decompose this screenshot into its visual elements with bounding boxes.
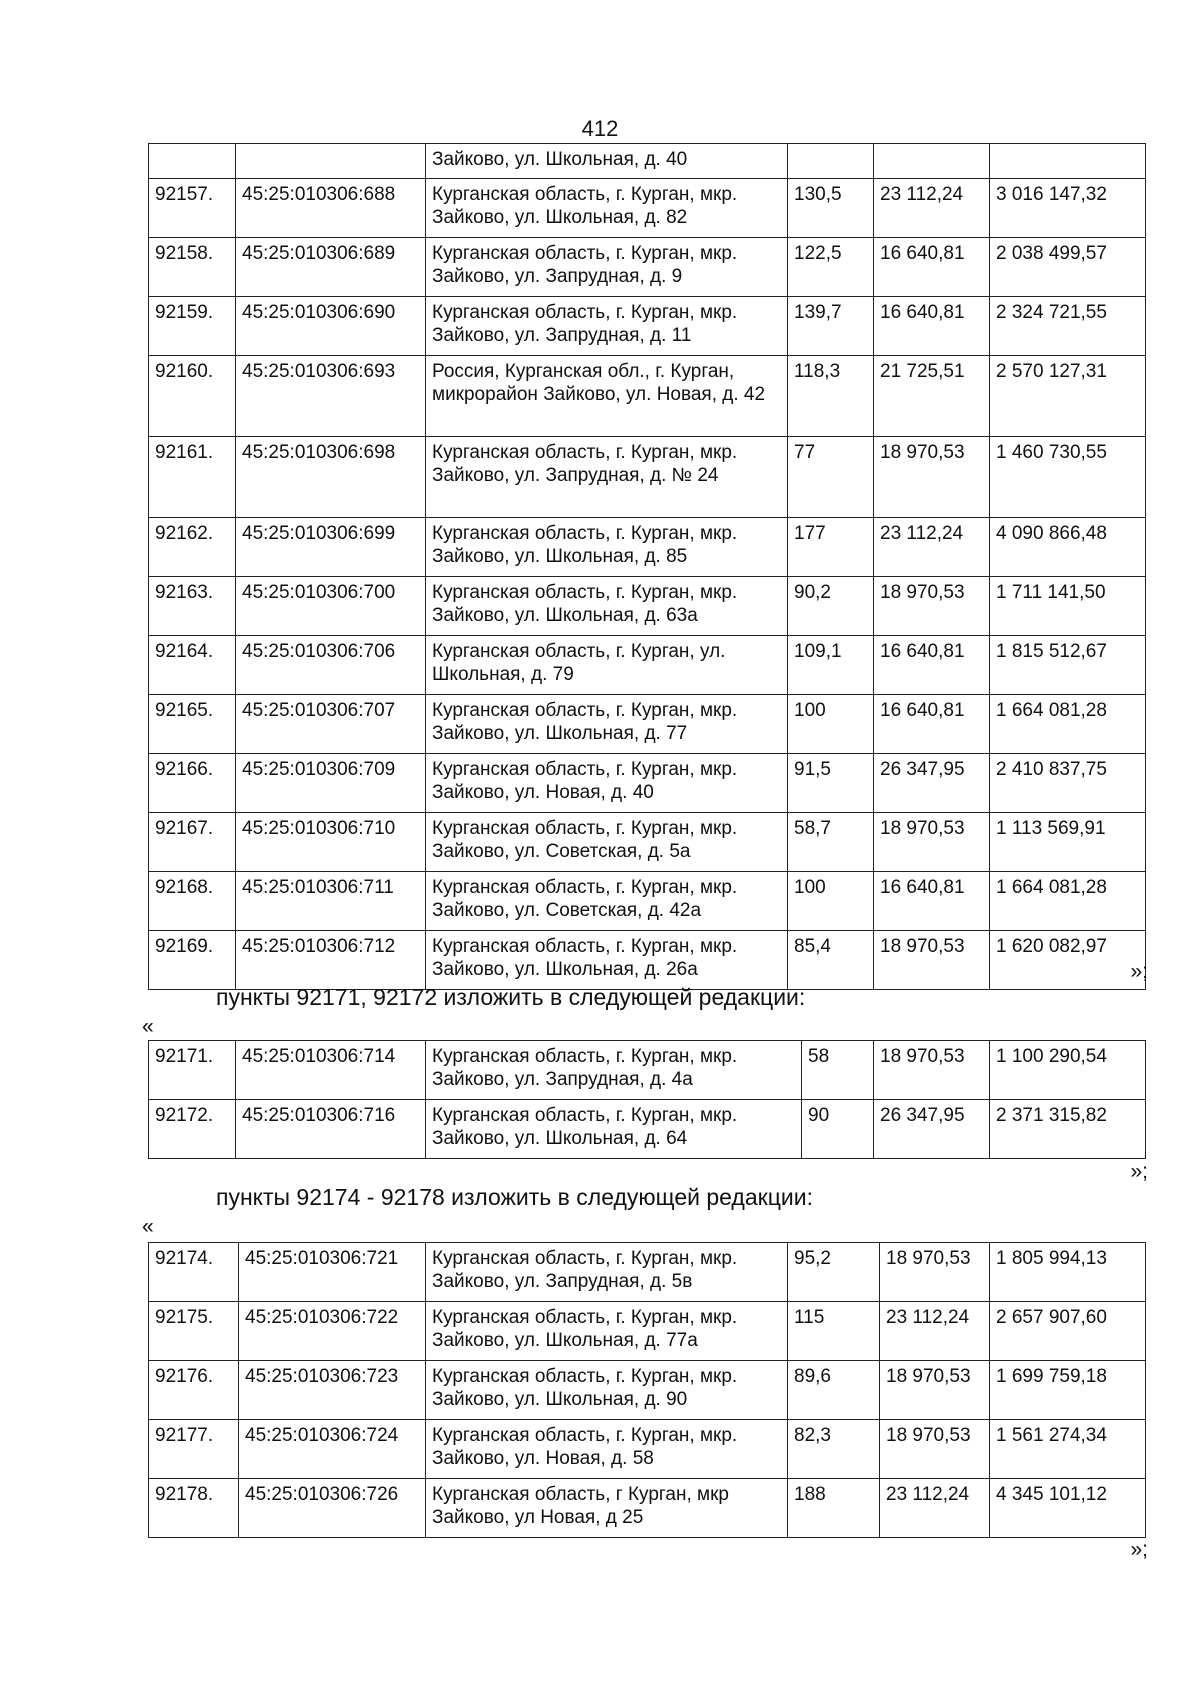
cadastral-cell: 45:25:010306:714: [236, 1041, 426, 1100]
cadastral-cell: 45:25:010306:693: [236, 356, 426, 437]
value-cell: 2 371 315,82: [990, 1100, 1146, 1159]
table-row: [149, 931, 1146, 990]
address-cell: Курганская область, г. Курган, мкр. Зайково, ул. Школьная, д. 64: [426, 1100, 802, 1159]
cadastral-cell: 45:25:010306:700: [236, 577, 426, 636]
table-row: [149, 636, 1146, 695]
rate-cell: 23 112,24: [880, 1479, 990, 1538]
cadastral-cell: 45:25:010306:712: [236, 931, 426, 990]
area-cell: 130,5: [788, 179, 874, 238]
area-cell: [788, 144, 874, 179]
area-cell: 90,2: [788, 577, 874, 636]
number-cell: 92159.: [149, 297, 236, 356]
rate-cell: 18 970,53: [874, 1041, 990, 1100]
page-number: 412: [581, 116, 619, 141]
value-cell: 1 460 730,55: [990, 437, 1146, 518]
closing-quote: »;: [1130, 960, 1148, 983]
cadastral-cell: [236, 144, 426, 179]
value-cell: 2 657 907,60: [990, 1302, 1146, 1361]
closing-quote: »;: [1130, 1538, 1148, 1561]
cadastral-cell: 45:25:010306:710: [236, 813, 426, 872]
value-cell: 1 100 290,54: [990, 1041, 1146, 1100]
table-row: [149, 1100, 1146, 1159]
cadastral-cell: 45:25:010306:709: [236, 754, 426, 813]
rate-cell: 16 640,81: [874, 297, 990, 356]
cadastral-cell: 45:25:010306:722: [239, 1302, 426, 1361]
rate-cell: 16 640,81: [874, 695, 990, 754]
address-cell: Курганская область, г. Курган, мкр. Зайково, ул. Советская, д. 5а: [426, 813, 788, 872]
address-cell: Курганская область, г. Курган, мкр. Зайково, ул. Запрудная, д. 4а: [426, 1041, 802, 1100]
table-row: [149, 179, 1146, 238]
rate-cell: 18 970,53: [880, 1420, 990, 1479]
table-row: [149, 1479, 1146, 1538]
cadastral-cell: 45:25:010306:707: [236, 695, 426, 754]
number-cell: 92168.: [149, 872, 236, 931]
table-row: [149, 437, 1146, 518]
opening-quote: «: [142, 1215, 154, 1238]
cadastral-cell: 45:25:010306:726: [239, 1479, 426, 1538]
value-cell: 1 805 994,13: [990, 1243, 1146, 1302]
value-cell: 4 345 101,12: [990, 1479, 1146, 1538]
area-cell: 77: [788, 437, 874, 518]
address-cell: Курганская область, г. Курган, мкр. Зайково, ул. Школьная, д. 82: [426, 179, 788, 238]
value-cell: 1 620 082,97: [990, 931, 1146, 990]
value-cell: 1 711 141,50: [990, 577, 1146, 636]
cadastral-cell: 45:25:010306:690: [236, 297, 426, 356]
cadastral-cell: 45:25:010306:721: [239, 1243, 426, 1302]
cadastral-cell: 45:25:010306:698: [236, 437, 426, 518]
value-cell: 1 664 081,28: [990, 695, 1146, 754]
area-cell: 85,4: [788, 931, 874, 990]
rate-cell: 18 970,53: [874, 437, 990, 518]
rate-cell: 23 112,24: [874, 518, 990, 577]
cadastral-cell: 45:25:010306:716: [236, 1100, 426, 1159]
table-row: [149, 754, 1146, 813]
area-cell: 91,5: [788, 754, 874, 813]
value-cell: 2 410 837,75: [990, 754, 1146, 813]
rate-cell: 23 112,24: [874, 179, 990, 238]
rate-cell: 16 640,81: [874, 636, 990, 695]
table-row: [149, 813, 1146, 872]
rate-cell: 18 970,53: [880, 1243, 990, 1302]
value-cell: 1 664 081,28: [990, 872, 1146, 931]
closing-quote: »;: [1130, 1160, 1148, 1183]
number-cell: 92163.: [149, 577, 236, 636]
number-cell: 92175.: [149, 1302, 239, 1361]
value-cell: 1 699 759,18: [990, 1361, 1146, 1420]
rate-cell: 18 970,53: [874, 813, 990, 872]
area-cell: 58: [802, 1041, 874, 1100]
number-cell: 92167.: [149, 813, 236, 872]
address-cell: Россия, Курганская обл., г. Курган, микрорайон Зайково, ул. Новая, д. 42: [426, 356, 788, 437]
value-cell: 2 570 127,31: [990, 356, 1146, 437]
table-row: [149, 1420, 1146, 1479]
table-row: [149, 238, 1146, 297]
area-cell: 188: [788, 1479, 880, 1538]
rate-cell: 16 640,81: [874, 872, 990, 931]
area-cell: 58,7: [788, 813, 874, 872]
value-cell: 2 324 721,55: [990, 297, 1146, 356]
number-cell: 92166.: [149, 754, 236, 813]
cadastral-table-3: [148, 1242, 1146, 1538]
table-row: [149, 518, 1146, 577]
cadastral-table-2: [148, 1040, 1146, 1159]
address-cell: Курганская область, г. Курган, мкр. Зайково, ул. Школьная, д. 85: [426, 518, 788, 577]
rate-cell: 18 970,53: [874, 931, 990, 990]
address-cell: Курганская область, г Курган, мкр Зайково, ул Новая, д 25: [426, 1479, 788, 1538]
cadastral-cell: 45:25:010306:724: [239, 1420, 426, 1479]
area-cell: 90: [802, 1100, 874, 1159]
number-cell: 92164.: [149, 636, 236, 695]
amendment-paragraph-1: пункты 92171, 92172 изложить в следующей редакции:: [216, 984, 806, 1010]
cadastral-cell: 45:25:010306:699: [236, 518, 426, 577]
address-cell: Курганская область, г. Курган, мкр. Зайково, ул. Запрудная, д. 9: [426, 238, 788, 297]
area-cell: 109,1: [788, 636, 874, 695]
address-cell: Курганская область, г. Курган, мкр. Зайково, ул. Школьная, д. 63а: [426, 577, 788, 636]
cadastral-table-1: [148, 143, 1146, 990]
number-cell: 92172.: [149, 1100, 236, 1159]
rate-cell: 23 112,24: [880, 1302, 990, 1361]
address-cell: Курганская область, г. Курган, мкр. Зайково, ул. Школьная, д. 77а: [426, 1302, 788, 1361]
address-cell: Курганская область, г. Курган, мкр. Зайково, ул. Школьная, д. 77: [426, 695, 788, 754]
area-cell: 118,3: [788, 356, 874, 437]
address-cell: Курганская область, г. Курган, мкр. Зайково, ул. Школьная, д. 26а: [426, 931, 788, 990]
value-cell: 2 038 499,57: [990, 238, 1146, 297]
cadastral-cell: 45:25:010306:711: [236, 872, 426, 931]
value-cell: 1 561 274,34: [990, 1420, 1146, 1479]
table-row: [149, 577, 1146, 636]
address-cell: Курганская область, г. Курган, мкр. Зайково, ул. Новая, д. 40: [426, 754, 788, 813]
number-cell: 92171.: [149, 1041, 236, 1100]
address-cell: Зайково, ул. Школьная, д. 40: [426, 144, 788, 179]
number-cell: 92162.: [149, 518, 236, 577]
rate-cell: 16 640,81: [874, 238, 990, 297]
value-cell: 1 815 512,67: [990, 636, 1146, 695]
table-row-continuation: [149, 144, 1146, 179]
rate-cell: 18 970,53: [874, 577, 990, 636]
table-row: [149, 356, 1146, 437]
cadastral-cell: 45:25:010306:689: [236, 238, 426, 297]
area-cell: 100: [788, 872, 874, 931]
number-cell: 92174.: [149, 1243, 239, 1302]
address-cell: Курганская область, г. Курган, мкр. Зайково, ул. Школьная, д. 90: [426, 1361, 788, 1420]
address-cell: Курганская область, г. Курган, мкр. Зайково, ул. Советская, д. 42а: [426, 872, 788, 931]
area-cell: 100: [788, 695, 874, 754]
number-cell: 92169.: [149, 931, 236, 990]
rate-cell: 21 725,51: [874, 356, 990, 437]
rate-cell: [874, 144, 990, 179]
number-cell: 92178.: [149, 1479, 239, 1538]
value-cell: 3 016 147,32: [990, 179, 1146, 238]
number-cell: 92157.: [149, 179, 236, 238]
table-row: [149, 1302, 1146, 1361]
number-cell: [149, 144, 236, 179]
number-cell: 92176.: [149, 1361, 239, 1420]
rate-cell: 18 970,53: [880, 1361, 990, 1420]
cadastral-cell: 45:25:010306:706: [236, 636, 426, 695]
address-cell: Курганская область, г. Курган, ул. Школьная, д. 79: [426, 636, 788, 695]
table-row: [149, 695, 1146, 754]
table-row: [149, 1041, 1146, 1100]
table-row: [149, 872, 1146, 931]
table-row: [149, 1243, 1146, 1302]
cadastral-cell: 45:25:010306:723: [239, 1361, 426, 1420]
opening-quote: «: [142, 1015, 154, 1038]
number-cell: 92161.: [149, 437, 236, 518]
area-cell: 82,3: [788, 1420, 880, 1479]
area-cell: 89,6: [788, 1361, 880, 1420]
amendment-paragraph-2: пункты 92174 - 92178 изложить в следующей редакции:: [216, 1184, 813, 1210]
address-cell: Курганская область, г. Курган, мкр. Зайково, ул. Запрудная, д. 11: [426, 297, 788, 356]
table-row: [149, 297, 1146, 356]
area-cell: 177: [788, 518, 874, 577]
value-cell: [990, 144, 1146, 179]
number-cell: 92158.: [149, 238, 236, 297]
area-cell: 115: [788, 1302, 880, 1361]
rate-cell: 26 347,95: [874, 1100, 990, 1159]
number-cell: 92165.: [149, 695, 236, 754]
value-cell: 4 090 866,48: [990, 518, 1146, 577]
table-row: [149, 1361, 1146, 1420]
rate-cell: 26 347,95: [874, 754, 990, 813]
address-cell: Курганская область, г. Курган, мкр. Зайково, ул. Запрудная, д. 5в: [426, 1243, 788, 1302]
cadastral-cell: 45:25:010306:688: [236, 179, 426, 238]
address-cell: Курганская область, г. Курган, мкр. Зайково, ул. Запрудная, д. № 24: [426, 437, 788, 518]
area-cell: 139,7: [788, 297, 874, 356]
value-cell: 1 113 569,91: [990, 813, 1146, 872]
number-cell: 92177.: [149, 1420, 239, 1479]
area-cell: 122,5: [788, 238, 874, 297]
area-cell: 95,2: [788, 1243, 880, 1302]
number-cell: 92160.: [149, 356, 236, 437]
address-cell: Курганская область, г. Курган, мкр. Зайково, ул. Новая, д. 58: [426, 1420, 788, 1479]
